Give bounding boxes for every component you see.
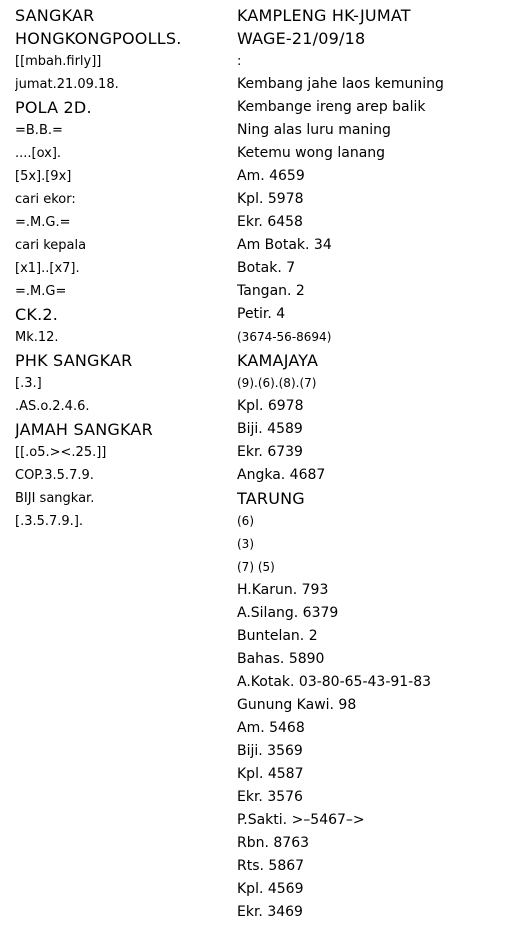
heading-jamah-sangkar: JAMAH SANGKAR (15, 420, 153, 439)
verse-line: Ning alas luru maning (237, 122, 391, 138)
text-line: Am Botak. 34 (237, 237, 332, 253)
verse-line: Kembange ireng arep balik (237, 99, 426, 115)
text-line: [5x].[9x] (15, 169, 72, 184)
verse-line: Kembang jahe laos kemuning (237, 76, 444, 92)
heading-tarung: TARUNG (237, 489, 305, 508)
heading-wage-date: WAGE-21/09/18 (237, 29, 366, 48)
text-line: ....[ox]. (15, 146, 62, 161)
text-line: H.Karun. 793 (237, 582, 329, 598)
verse-line: Ketemu wong lanang (237, 145, 386, 161)
text-line: Kpl. 5978 (237, 191, 304, 207)
text-line: Ekr. 6458 (237, 214, 303, 230)
text-line: COP.3.5.7.9. (15, 468, 94, 483)
text-line: Bahas. 5890 (237, 651, 325, 667)
text-line: A.Kotak. 03-80-65-43-91-83 (237, 674, 432, 690)
heading-kamajaya: KAMAJAYA (237, 351, 319, 370)
text-line: =.M.G.= (15, 215, 71, 230)
text-line: Am. 4659 (237, 168, 305, 184)
text-line: P.Sakti. >–5467–> (237, 812, 365, 828)
text-line: Rts. 5867 (237, 858, 305, 874)
text-line: Petir. 4 (237, 306, 286, 322)
heading-kampleng: KAMPLENG HK-JUMAT (237, 6, 411, 25)
heading-hongkongpools: HONGKONGPOOLLS. (15, 29, 182, 48)
heading-phk-sangkar: PHK SANGKAR (15, 351, 133, 370)
text-line: A.Silang. 6379 (237, 605, 339, 621)
text-line: Buntelan. 2 (237, 628, 318, 644)
text-line: Biji. 4589 (237, 421, 303, 437)
text-line: cari kepala (15, 238, 87, 253)
text-line: .AS.o.2.4.6. (15, 399, 90, 414)
text-line: Botak. 7 (237, 260, 296, 276)
text-line: (3) (237, 537, 254, 551)
text-line: Ekr. 3469 (237, 904, 303, 920)
text-line: Ekr. 3576 (237, 789, 303, 805)
text-line: (6) (237, 514, 254, 528)
text-line: Mk.12. (15, 330, 59, 345)
text-line: Kpl. 4587 (237, 766, 304, 782)
text-line-ck: CK.2. (15, 305, 59, 324)
text-line: =B.B.= (15, 123, 63, 138)
text-line: Gunung Kawi. 98 (237, 697, 357, 713)
date-line: jumat.21.09.18. (15, 77, 119, 92)
right-text-column (237, 4, 499, 924)
text-line: =.M.G= (15, 284, 67, 299)
text-line: [.3.] (15, 376, 42, 391)
text-line: BIJI sangkar. (15, 491, 95, 506)
text-line: (7) (5) (237, 560, 275, 574)
text-line: [[.o5.><.25.]] (15, 445, 107, 460)
text-line: Biji. 3569 (237, 743, 303, 759)
text-line: Kpl. 6978 (237, 398, 304, 414)
text-line: : (237, 54, 242, 69)
heading-sangkar: SANGKAR (15, 6, 95, 25)
text-line: Am. 5468 (237, 720, 305, 736)
heading-pola-2d: POLA 2D. (15, 98, 92, 117)
text-line: (3674-56-8694) (237, 330, 332, 344)
text-line: [x1]..[x7]. (15, 261, 80, 276)
text-line: [.3.5.7.9.]. (15, 514, 84, 529)
text-line: Ekr. 6739 (237, 444, 303, 460)
left-text-column (15, 4, 227, 533)
text-line: Kpl. 4569 (237, 881, 304, 897)
text-line: Angka. 4687 (237, 467, 326, 483)
text-line: (9).(6).(8).(7) (237, 376, 317, 390)
text-line: Tangan. 2 (237, 283, 305, 299)
text-line: cari ekor: (15, 192, 76, 207)
author-line: [[mbah.firly]] (15, 54, 102, 69)
text-line: Rbn. 8763 (237, 835, 310, 851)
